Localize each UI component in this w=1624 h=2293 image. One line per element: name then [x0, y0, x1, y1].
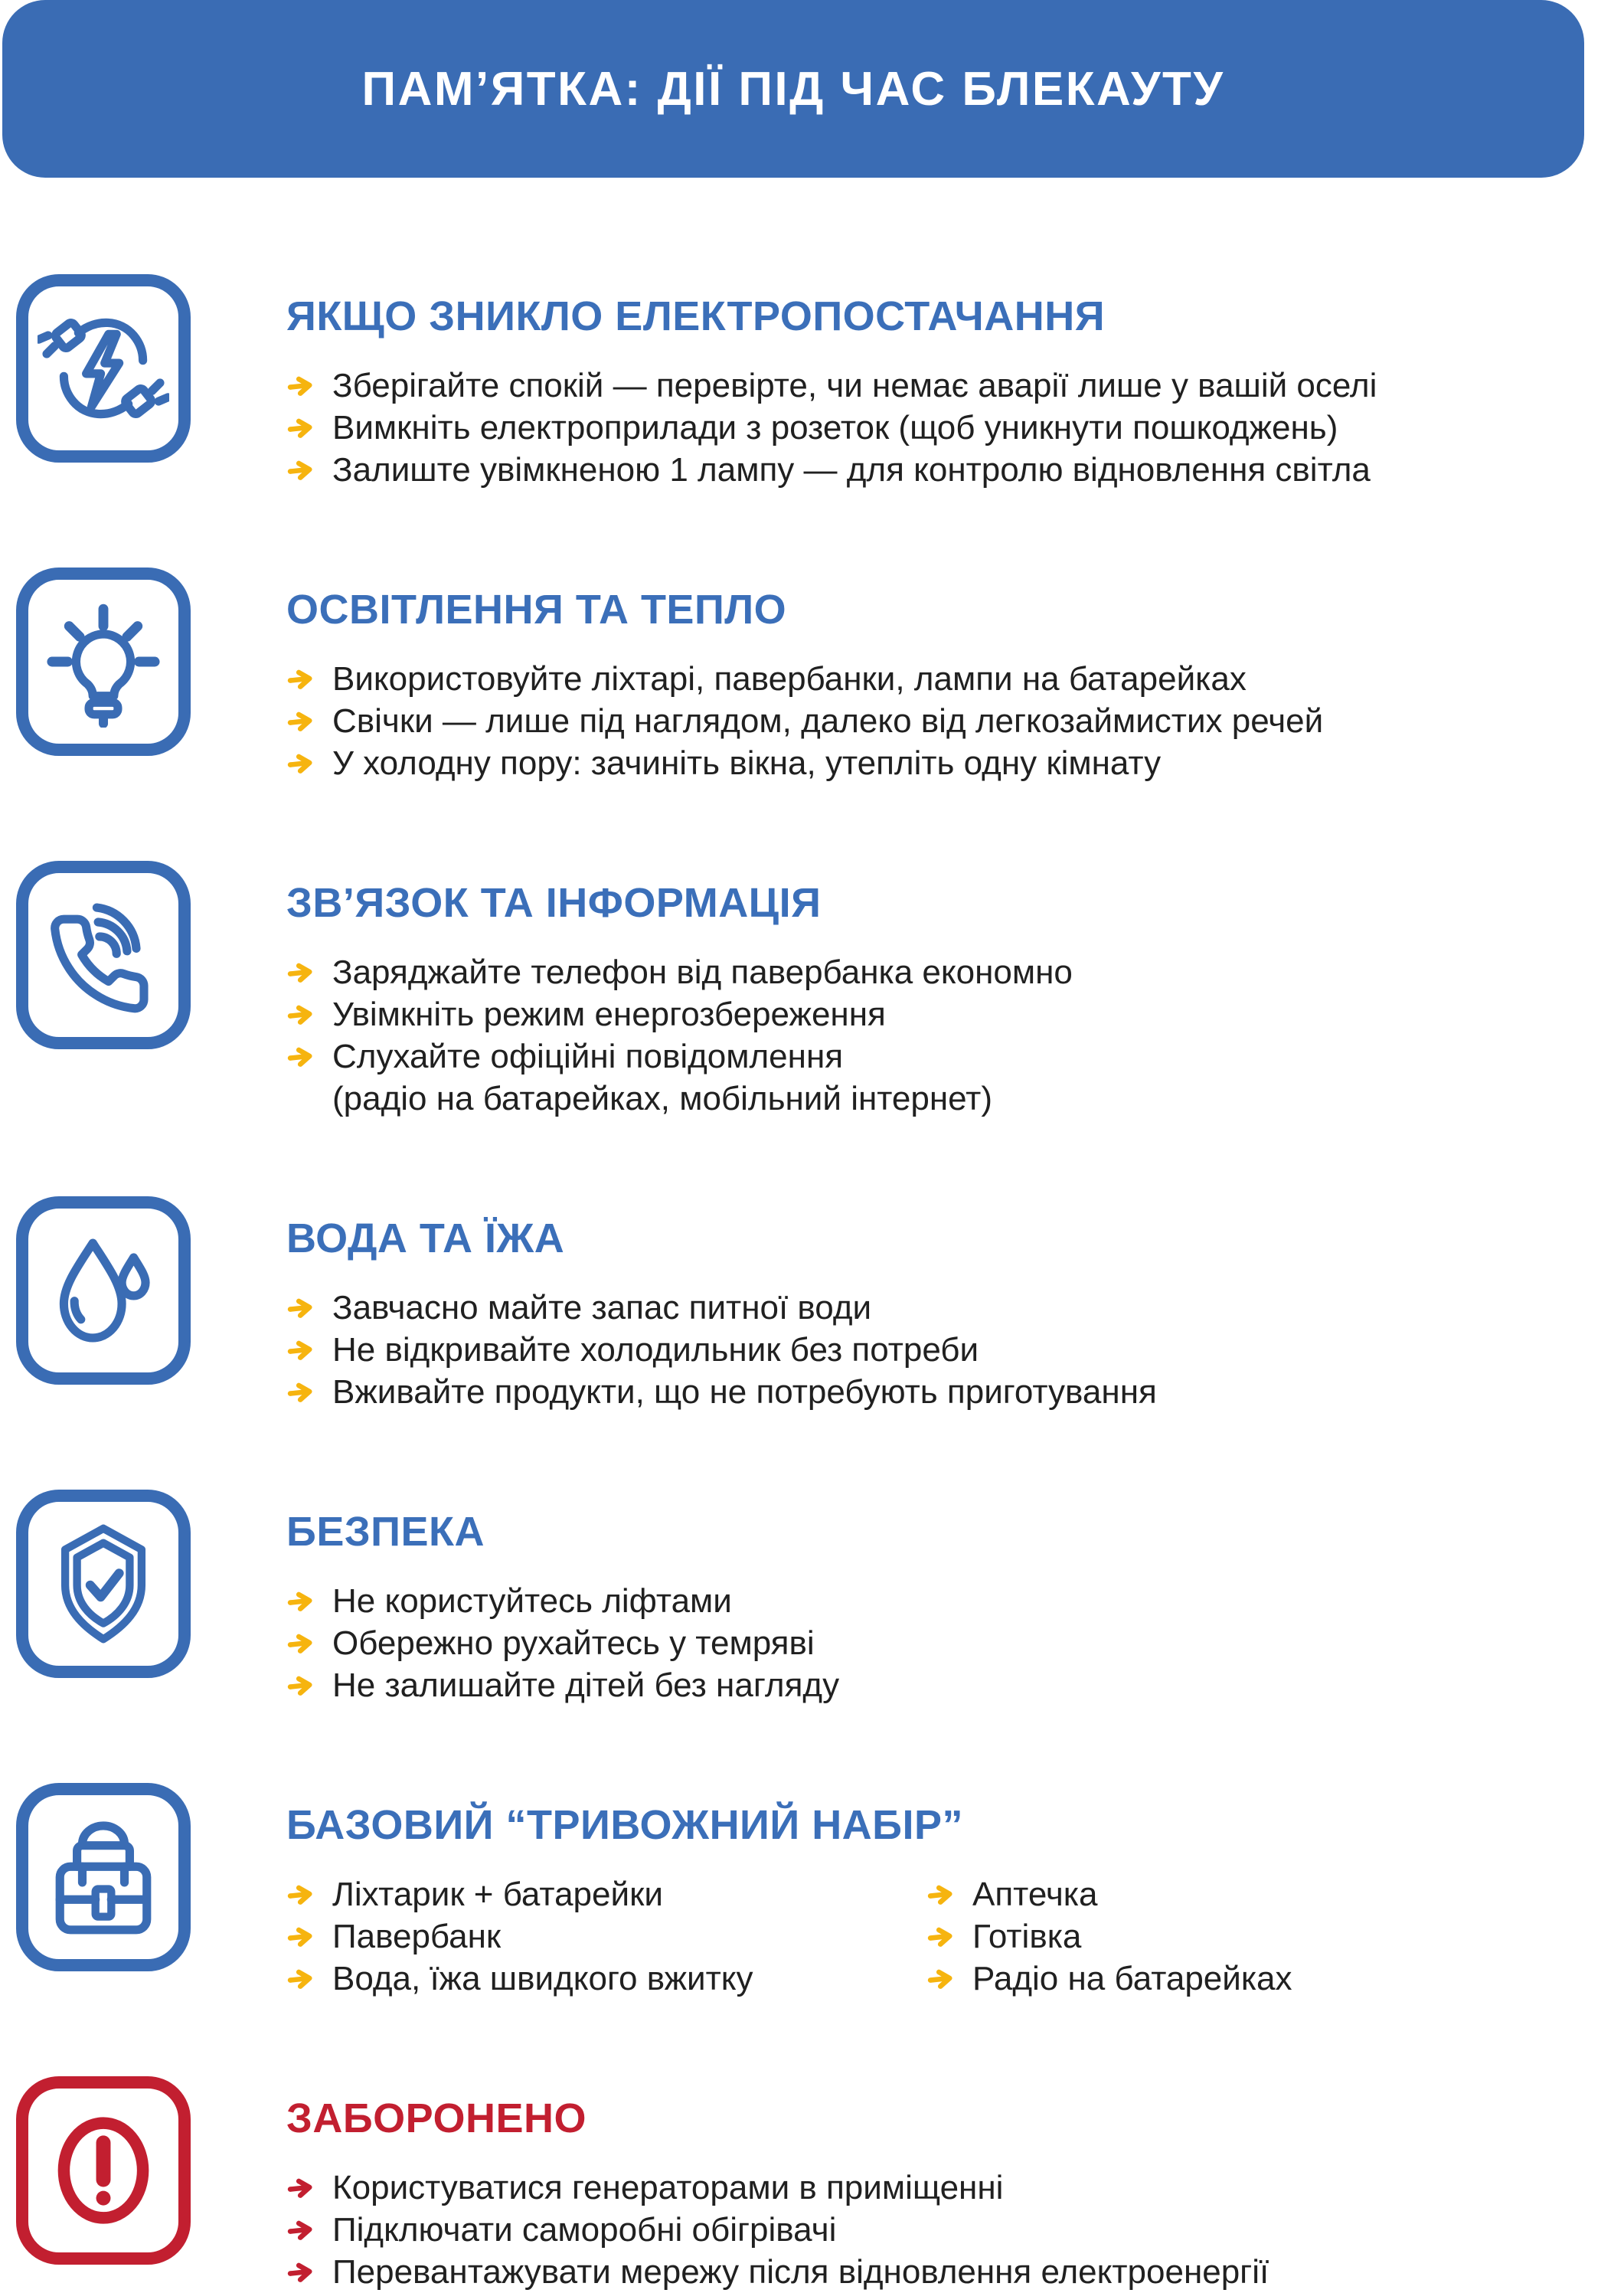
- section-content: [286, 2076, 1269, 2293]
- bullet-arrow-icon: [286, 457, 319, 483]
- icon-box: [16, 1196, 191, 1385]
- bullet-text: Вживайте продукти, що не потребують приготування: [332, 1373, 1157, 1411]
- bullet-list: [286, 365, 1377, 491]
- bullet-arrow-icon: [286, 1295, 319, 1321]
- section-title: ВОДА ТА ЇЖА: [286, 1215, 565, 1261]
- arrow-marker: [286, 1915, 332, 1948]
- arrow-marker: [286, 1329, 332, 1362]
- arrow-marker: [286, 2167, 332, 2200]
- arrow-marker: [286, 449, 332, 482]
- section-content: [286, 1196, 1157, 1413]
- bullet-item: [286, 407, 1377, 449]
- bullet-arrow-icon: [286, 1924, 319, 1950]
- bullet-item: [286, 1035, 1073, 1078]
- bullet-arrow-icon: [286, 1588, 319, 1614]
- arrow-marker: [286, 951, 332, 984]
- bullet-item: [286, 1580, 839, 1622]
- section-title: БЕЗПЕКА: [286, 1509, 485, 1555]
- bullet-arrow-icon: [286, 1002, 319, 1028]
- section-title: ЗВ’ЯЗОК ТА ІНФОРМАЦІЯ: [286, 880, 822, 926]
- arrow-marker: [286, 742, 332, 775]
- icon-box: [16, 568, 191, 756]
- icon-box: [16, 2076, 191, 2265]
- bullet-text: Радіо на батарейках: [972, 1960, 1292, 1997]
- section-content: [286, 1783, 1292, 2000]
- section-content: [286, 861, 1073, 1120]
- bullet-arrow-icon: [286, 960, 319, 986]
- arrow-marker: [286, 407, 332, 440]
- bullet-item: [286, 1287, 1157, 1329]
- bullet-list: [286, 1287, 1157, 1413]
- arrow-marker: [286, 1287, 332, 1320]
- section-safety: [16, 1490, 1624, 1706]
- bullet-arrow-icon: [926, 1882, 959, 1908]
- bullet-arrow-icon: [286, 373, 319, 399]
- bullet-list: [286, 658, 1323, 784]
- bullet-arrow-icon: [286, 1631, 319, 1657]
- phone-signal-icon: [38, 889, 169, 1021]
- bullet-text: Аптечка: [972, 1876, 1098, 1913]
- emergency-bag-icon: [38, 1811, 169, 1943]
- bullet-text: Ліхтарик + батарейки: [332, 1876, 663, 1913]
- arrow-marker: [286, 1958, 332, 1990]
- bullet-text: Вода, їжа швидкого вжитку: [332, 1960, 753, 1997]
- bullet-arrow-icon: [286, 1044, 319, 1070]
- shield-check-icon: [38, 1518, 169, 1650]
- bullet-arrow-icon: [926, 1924, 959, 1950]
- section-title: БАЗОВИЙ “ТРИВОЖНИЙ НАБІР”: [286, 1802, 964, 1848]
- bullet-item: [286, 1371, 1157, 1413]
- bullet-text: Обережно рухайтесь у темряві: [332, 1624, 815, 1662]
- kit-column-2: [926, 1873, 1292, 2000]
- bullet-text: Павербанк: [332, 1918, 502, 1955]
- bullet-arrow-icon: [286, 708, 319, 734]
- arrow-marker: [286, 1035, 332, 1068]
- bullet-text: Залиште увімкненою 1 лампу — для контролю відновлення світла: [332, 451, 1371, 489]
- section-content: [286, 1490, 839, 1706]
- bullet-item: [926, 1915, 1292, 1958]
- arrow-marker: [926, 1958, 972, 1990]
- bullet-arrow-icon: [286, 415, 319, 441]
- bullet-arrow-icon: [286, 2259, 319, 2285]
- bullet-item: [286, 658, 1323, 700]
- arrow-marker: [286, 1371, 332, 1404]
- warning-icon: [38, 2105, 169, 2236]
- bullet-text: Заряджайте телефон від павербанка економно: [332, 954, 1073, 991]
- icon-box: [16, 1490, 191, 1678]
- bullet-arrow-icon: [286, 1673, 319, 1699]
- power-outage-icon: [38, 303, 169, 434]
- section-communication: [16, 861, 1624, 1120]
- bullet-list: [286, 2167, 1269, 2293]
- bullet-arrow-icon: [286, 1882, 319, 1908]
- icon-box: [16, 861, 191, 1049]
- bullet-text: Завчасно майте запас питної води: [332, 1289, 872, 1326]
- arrow-marker: [286, 1873, 332, 1906]
- arrow-marker: [926, 1873, 972, 1906]
- icon-box: [16, 274, 191, 463]
- kit-column-1: [286, 1873, 926, 2000]
- bullet-arrow-icon: [286, 1337, 319, 1363]
- arrow-marker: [286, 2209, 332, 2242]
- bullet-item: [286, 1622, 839, 1664]
- bullet-text: Не користуйтесь ліфтами: [332, 1582, 732, 1620]
- bullet-list: [286, 1580, 839, 1706]
- arrow-marker: [286, 700, 332, 733]
- bullet-text: У холодну пору: зачиніть вікна, утепліть одну кімнату: [332, 744, 1162, 782]
- bullet-text: Слухайте офіційні повідомлення: [332, 1038, 844, 1075]
- bullet-list: [286, 1873, 1292, 2000]
- bullet-item: [286, 1915, 926, 1958]
- bullet-item: [286, 2251, 1269, 2293]
- arrow-marker: [286, 365, 332, 397]
- arrow-marker: [286, 1580, 332, 1613]
- arrow-marker: [286, 1664, 332, 1697]
- bullet-text: Не відкривайте холодильник без потреби: [332, 1331, 979, 1369]
- bullet-item: [286, 951, 1073, 993]
- sections-list: [0, 274, 1624, 2293]
- lightbulb-icon: [38, 596, 169, 728]
- section-title: ЗАБОРОНЕНО: [286, 2095, 587, 2141]
- bullet-text: Готівка: [972, 1918, 1082, 1955]
- bullet-note: (радіо на батарейках, мобільний інтернет): [332, 1080, 992, 1117]
- bullet-item: [286, 2167, 1269, 2209]
- bullet-text: Використовуйте ліхтарі, павербанки, лампи на батарейках: [332, 660, 1247, 698]
- bullet-text: Свічки — лише під наглядом, далеко від легкозаймистих речей: [332, 702, 1324, 740]
- bullet-text: Вимкніть електроприлади з розеток (щоб уникнути пошкоджень): [332, 409, 1338, 446]
- water-drop-icon: [38, 1225, 169, 1356]
- arrow-marker: [286, 1622, 332, 1655]
- bullet-item: [286, 742, 1323, 784]
- bullet-item: [286, 993, 1073, 1035]
- bullet-item: [926, 1873, 1292, 1915]
- section-content: [286, 274, 1377, 491]
- bullet-arrow-icon: [286, 2217, 319, 2243]
- header-banner: [2, 0, 1584, 178]
- bullet-text: Перевантажувати мережу після відновлення електроенергії: [332, 2253, 1269, 2291]
- section-power-loss: [16, 274, 1624, 491]
- bullet-arrow-icon: [286, 666, 319, 692]
- bullet-text: Зберігайте спокій — перевірте, чи немає аварії лише у вашій оселі: [332, 367, 1377, 404]
- section-emergency-kit: [16, 1783, 1624, 2000]
- section-title: ОСВІТЛЕННЯ ТА ТЕПЛО: [286, 587, 787, 633]
- bullet-arrow-icon: [926, 1966, 959, 1992]
- bullet-text: Підключати саморобні обігрівачі: [332, 2211, 837, 2249]
- bullet-item: [286, 449, 1377, 491]
- section-light-heat: [16, 568, 1624, 784]
- arrow-marker: [286, 658, 332, 691]
- section-forbidden: [16, 2076, 1624, 2293]
- bullet-item: [286, 1873, 926, 1915]
- bullet-item: [286, 2209, 1269, 2251]
- bullet-item: [286, 365, 1377, 407]
- bullet-item: [286, 1958, 926, 2000]
- bullet-text: Не залишайте дітей без нагляду: [332, 1667, 840, 1704]
- arrow-marker: [926, 1915, 972, 1948]
- bullet-text: Користуватися генераторами в приміщенні: [332, 2169, 1004, 2206]
- bullet-item: [286, 1664, 839, 1706]
- bullet-list: [286, 951, 1073, 1120]
- section-water-food: [16, 1196, 1624, 1413]
- icon-box: [16, 1783, 191, 1971]
- bullet-arrow-icon: [286, 751, 319, 777]
- bullet-item: [286, 700, 1323, 742]
- arrow-marker: [286, 2251, 332, 2284]
- bullet-text: Увімкніть режим енергозбереження: [332, 996, 886, 1033]
- bullet-item: [286, 1329, 1157, 1371]
- bullet-item: [926, 1958, 1292, 2000]
- bullet-arrow-icon: [286, 1966, 319, 1992]
- bullet-arrow-icon: [286, 1379, 319, 1405]
- bullet-arrow-icon: [286, 2175, 319, 2201]
- section-content: [286, 568, 1323, 784]
- page-title: ПАМ’ЯТКА: ДІЇ ПІД ЧАС БЛЕКАУТУ: [361, 62, 1225, 116]
- arrow-marker: [286, 993, 332, 1026]
- section-title: ЯКЩО ЗНИКЛО ЕЛЕКТРОПОСТАЧАННЯ: [286, 293, 1106, 339]
